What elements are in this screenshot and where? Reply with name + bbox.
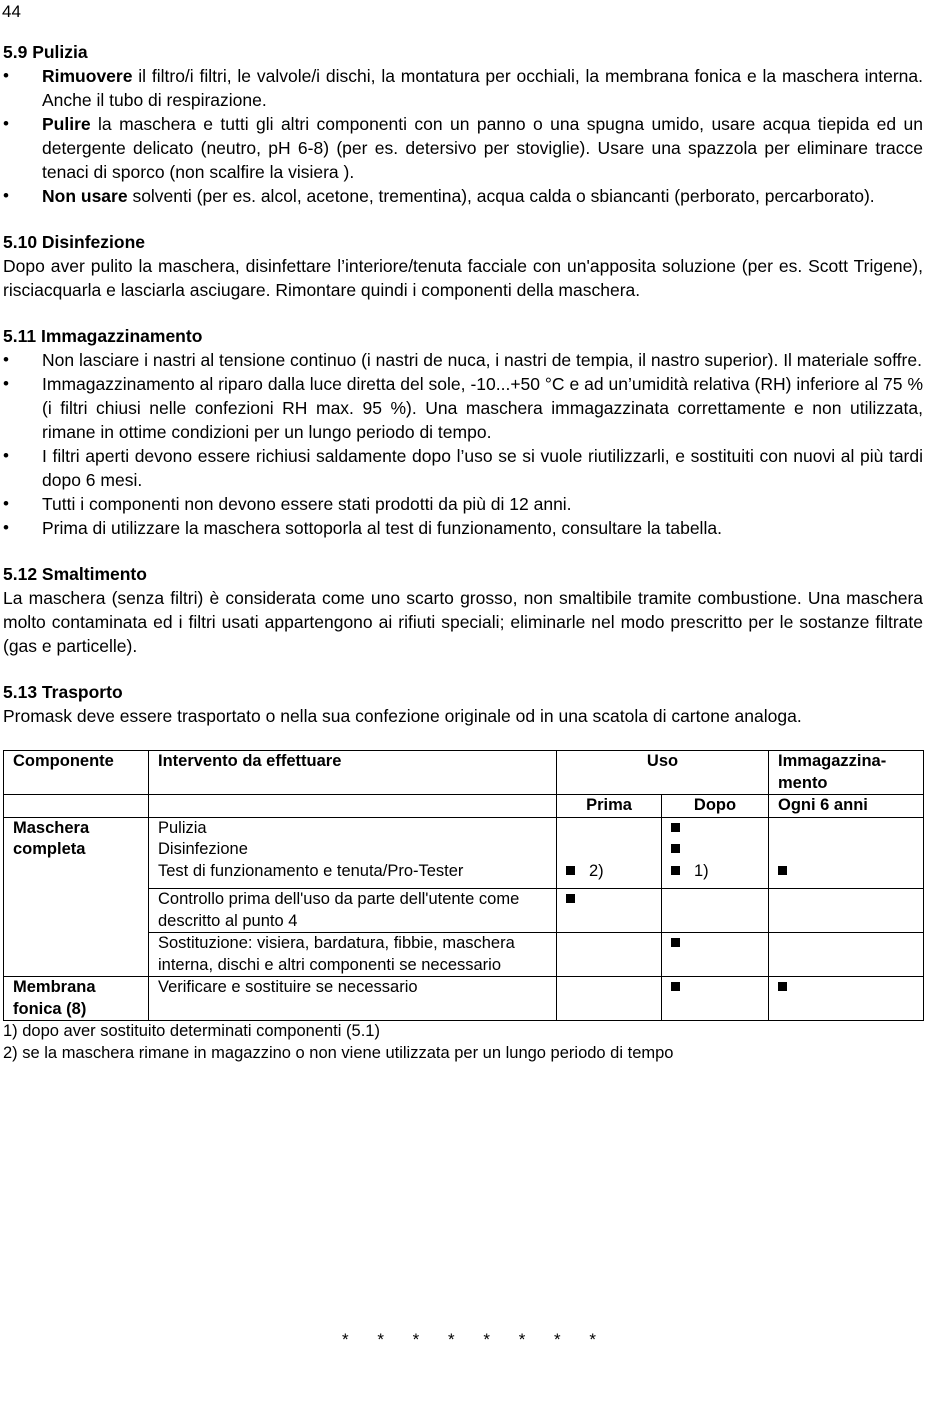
list-item: • Non usare solventi (per es. alcol, acetone, trementina), acqua calda o sbiancanti (perborato, percarborato). <box>3 184 923 208</box>
list-item: • Prima di utilizzare la maschera sottoporla al test di funzionamento, consultare la tabella. <box>3 516 923 540</box>
disposal-text: La maschera (senza filtri) è considerata come uno scarto grosso, non smaltibile tramite combustione. Una maschera molto contaminata ed i filtri usati appartengono ai rifiuti speciali; eliminarle nel modo prescritto per le sostanze filtrate (gas e particelle). <box>3 588 923 656</box>
page-number: 44 <box>2 2 21 21</box>
check-mark-icon <box>671 823 680 832</box>
disinfection-text: Dopo aver pulito la maschera, disinfettare l’interiore/tenuta facciale con un'apposita soluzione (per es. Scott Trigene), risciacquarla e lasciarla asciugare. Rimontare quindi i componenti della maschera. <box>3 256 923 300</box>
action-test: Test di funzionamento e tenuta/Pro-Tester <box>158 861 464 880</box>
list-item: • Rimuovere il filtro/i filtri, le valvole/i dischi, la montatura per occhiali, la membrana fonica e la maschera interna. Anche il tubo di respirazione. <box>3 64 923 112</box>
action-verify: Verificare e sostituire se necessario <box>149 977 557 1021</box>
action-check: Controllo prima dell'uso da parte dell'utente come descritto al punto 4 <box>149 889 557 933</box>
header-after: Dopo <box>662 795 769 818</box>
list-item: • Immagazzinamento al riparo dalla luce diretta del sole, -10...+50 °C e ad un’umidità relativa (RH) inferiore al 75 % (i filtri chiusi nelle confezioni RH max. 95 %). Una maschera immagazzinata correttamente e non utilizzata, rimane in ottime condizioni per un lungo periodo di tempo. <box>3 372 923 444</box>
action-disinfect: Disinfezione <box>158 840 248 858</box>
table-row <box>4 977 924 1021</box>
note-ref: 1) <box>694 861 709 880</box>
header-use: Uso <box>557 751 769 795</box>
maintenance-table <box>3 750 924 1021</box>
list-item: • Non lasciare i nastri al tensione continuo (i nastri de nuca, i nastri de tempia, il nastro superior). Il materiale soffre. <box>3 348 923 372</box>
check-mark-icon <box>566 894 575 903</box>
footnote: 1) dopo aver sostituito determinati componenti (5.1) <box>3 1022 380 1040</box>
check-mark-icon <box>671 982 680 991</box>
table-subheader-row <box>4 795 924 818</box>
section-5-9-title: 5.9 Pulizia <box>3 42 88 62</box>
list-item: • I filtri aperti devono essere richiusi saldamente dopo l’uso se si vuole riutilizzarli, e sostituiti con nuovi al più tardi dopo 6 mesi. <box>3 444 923 492</box>
note-ref: 2) <box>589 861 604 880</box>
document-body <box>3 40 923 1064</box>
action-clean: Pulizia <box>158 818 207 837</box>
header-storage: Immagazzina-mento <box>769 751 924 795</box>
footnote: 2) se la maschera rimane in magazzino o non viene utilizzata per un lungo periodo di tempo <box>3 1043 674 1062</box>
component-membrane: Membrana fonica (8) <box>4 977 149 1021</box>
section-5-11-title: 5.11 Immagazzinamento <box>3 326 203 346</box>
end-marker: * * * * * * * * <box>342 1330 608 1349</box>
section-5-13-title: 5.13 Trasporto <box>3 682 123 702</box>
list-item: • Pulire la maschera e tutti gli altri componenti con un panno o una spugna umido, usare acqua tiepida ed un detergente delicato (neutro, pH 6-8) (per es. detersivo per stoviglie). Usare una spazzola per eliminare tracce tenaci di sporco (non scalfire la visiera ). <box>3 112 923 184</box>
check-mark-icon <box>671 938 680 947</box>
check-mark-icon <box>671 844 680 853</box>
list-item: • Tutti i componenti non devono essere stati prodotti da più di 12 anni. <box>3 492 923 516</box>
check-mark-icon <box>778 982 787 991</box>
section-5-10-title: 5.10 Disinfezione <box>3 232 145 252</box>
transport-text: Promask deve essere trasportato o nella sua confezione originale od in una scatola di cartone analoga. <box>3 706 802 726</box>
header-component: Componente <box>4 751 149 795</box>
check-mark-icon <box>566 866 575 875</box>
section-5-12-title: 5.12 Smaltimento <box>3 564 147 584</box>
action-replace: Sostituzione: visiera, bardatura, fibbie, maschera interna, dischi e altri componenti se necessario <box>149 933 557 977</box>
header-before: Prima <box>557 795 662 818</box>
storage-list <box>3 348 923 540</box>
table-row <box>4 817 924 889</box>
check-mark-icon <box>671 866 680 875</box>
cleaning-list <box>3 64 923 208</box>
table-header-row <box>4 751 924 795</box>
header-action: Intervento da effettuare <box>149 751 557 795</box>
component-mask: Maschera completa <box>4 817 149 977</box>
check-mark-icon <box>778 866 787 875</box>
header-every-6-years: Ogni 6 anni <box>769 795 924 818</box>
